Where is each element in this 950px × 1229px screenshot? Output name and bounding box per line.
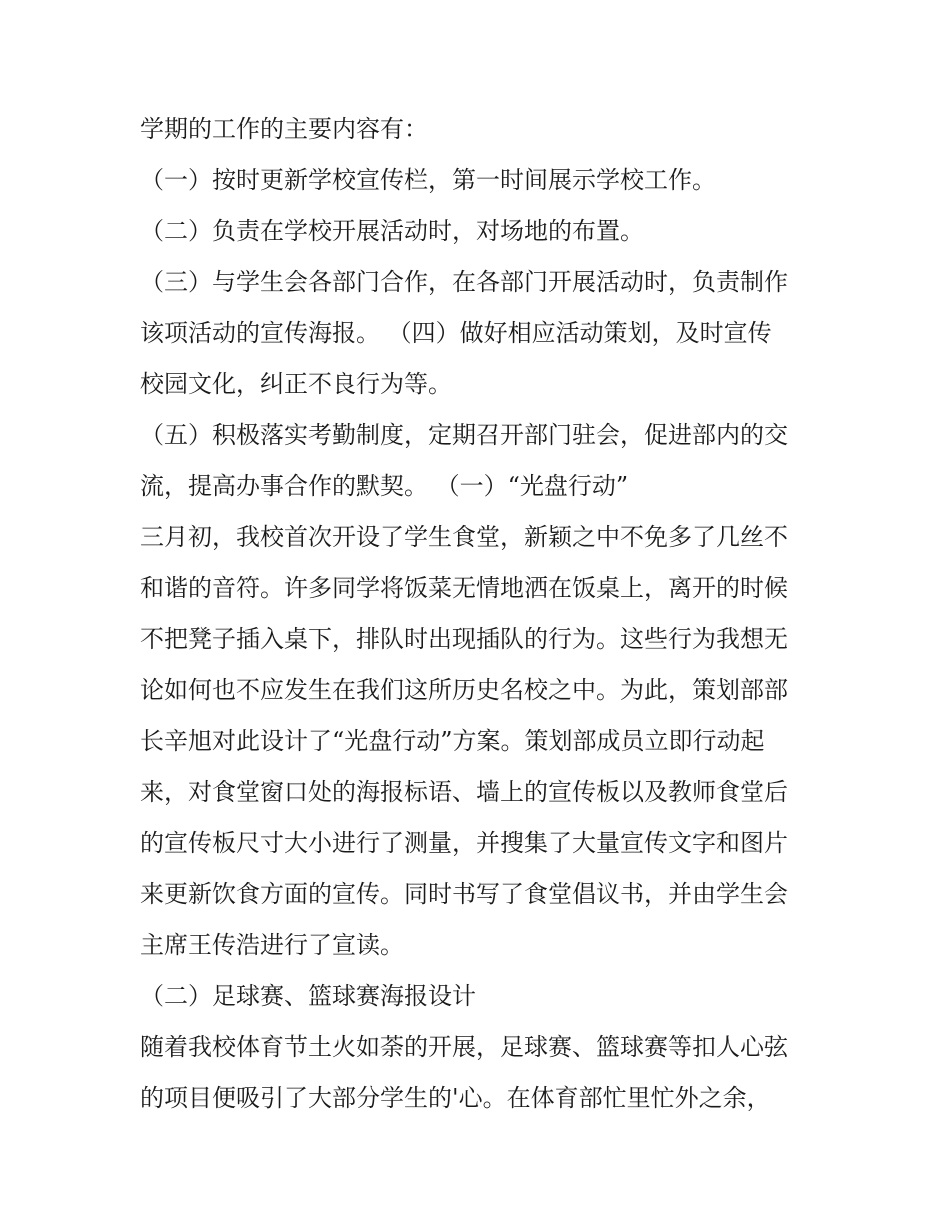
text-line: 流，提高办事合作的默契。 （一）“光盘行动” xyxy=(140,472,629,500)
document-body xyxy=(140,104,830,1124)
text-line: 长辛旭对此设计了“光盘行动”方案。策划部成员立即行动起 xyxy=(140,727,765,755)
text-line: 主席王传浩进行了宣读。 xyxy=(140,931,404,959)
text-line: 学期的工作的主要内容有： xyxy=(140,115,428,143)
text-line: （二）足球赛、篮球赛海报设计 xyxy=(140,982,476,1010)
text-line: 三月初，我校首次开设了学生食堂，新颖之中不免多了几丝不 xyxy=(140,523,788,551)
text-line: 不把凳子插入桌下，排队时出现插队的行为。这些行为我想无 xyxy=(140,625,788,653)
text-line: 和谐的音符。许多同学将饭菜无情地洒在饭桌上，离开的时候 xyxy=(140,574,788,602)
text-line: （一）按时更新学校宣传栏，第一时间展示学校工作。 xyxy=(140,166,716,194)
text-line: 来更新饮食方面的宣传。同时书写了食堂倡议书，并由学生会 xyxy=(140,880,788,908)
text-line: 的项目便吸引了大部分学生的'心。在体育部忙里忙外之余， xyxy=(140,1084,771,1112)
text-line: 的宣传板尺寸大小进行了测量，并搜集了大量宣传文字和图片 xyxy=(140,829,788,857)
text-line: （三）与学生会各部门合作，在各部门开展活动时，负责制作 xyxy=(140,268,788,296)
text-line: （五）积极落实考勤制度，定期召开部门驻会，促进部内的交 xyxy=(140,421,788,449)
text-line: 校园文化，纠正不良行为等。 xyxy=(140,370,452,398)
text-line: 论如何也不应发生在我们这所历史名校之中。为此，策划部部 xyxy=(140,676,788,704)
text-line: 该项活动的宣传海报。 （四）做好相应活动策划，及时宣传 xyxy=(140,319,772,347)
text-line: 随着我校体育节土火如荼的开展，足球赛、篮球赛等扣人心弦 xyxy=(140,1033,788,1061)
text-line: （二）负责在学校开展活动时，对场地的布置。 xyxy=(140,217,644,245)
text-line: 来，对食堂窗口处的海报标语、墙上的宣传板以及教师食堂后 xyxy=(140,778,788,806)
